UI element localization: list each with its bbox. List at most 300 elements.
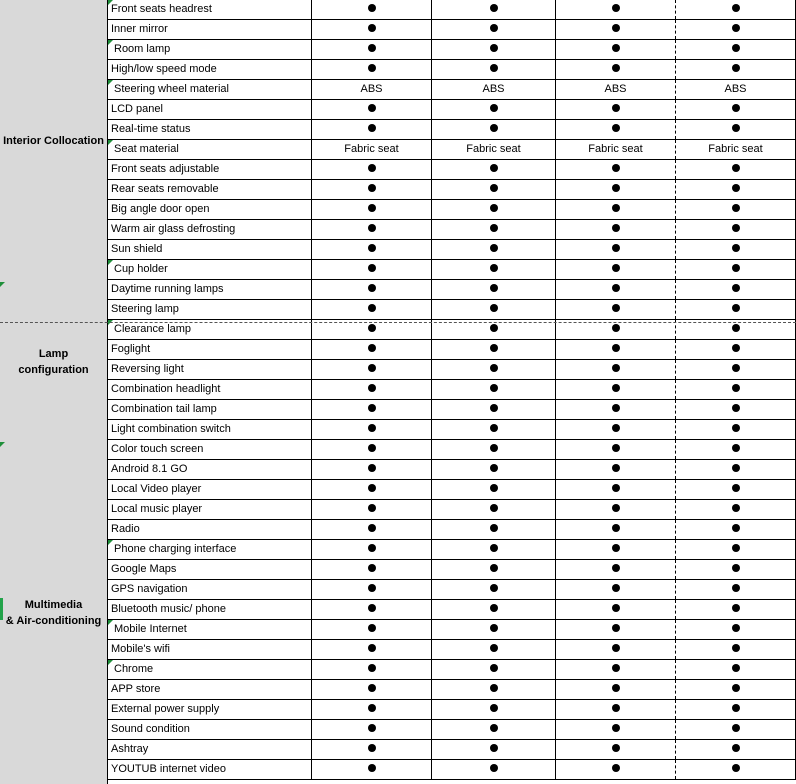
value-cell [556, 200, 676, 219]
value-cell [676, 20, 796, 39]
value-cell [432, 260, 556, 279]
value-cell [312, 0, 432, 19]
value-cell [556, 0, 676, 19]
value-cell [556, 40, 676, 59]
filled-dot-icon [368, 464, 376, 472]
filled-dot-icon [490, 244, 498, 252]
value-cell [432, 140, 556, 159]
filled-dot-icon [732, 224, 740, 232]
value-cell [556, 720, 676, 739]
value-cell [556, 740, 676, 759]
value-cell [432, 720, 556, 739]
filled-dot-icon [612, 124, 620, 132]
value-cell [676, 560, 796, 579]
feature-label: Sound condition [108, 720, 312, 739]
filled-dot-icon [368, 344, 376, 352]
filled-dot-icon [732, 204, 740, 212]
value-cell [432, 100, 556, 119]
filled-dot-icon [732, 644, 740, 652]
value-cell [676, 400, 796, 419]
filled-dot-icon [732, 104, 740, 112]
filled-dot-icon [612, 724, 620, 732]
feature-label: Front seats adjustable [108, 160, 312, 179]
value-cell [432, 560, 556, 579]
feature-label: Reversing light [108, 360, 312, 379]
value-cell [312, 660, 432, 679]
value-cell [432, 500, 556, 519]
table-row [108, 460, 796, 480]
value-cell [556, 180, 676, 199]
value-cell [432, 480, 556, 499]
filled-dot-icon [368, 764, 376, 772]
value-cell [556, 60, 676, 79]
filled-dot-icon [612, 404, 620, 412]
feature-label: Ashtray [108, 740, 312, 759]
value-cell [432, 640, 556, 659]
filled-dot-icon [732, 684, 740, 692]
filled-dot-icon [368, 24, 376, 32]
table-row [108, 700, 796, 720]
value-cell [676, 140, 796, 159]
table-row [108, 660, 796, 680]
filled-dot-icon [612, 284, 620, 292]
value-cell [312, 80, 432, 99]
feature-label: YOUTUB internet video [108, 760, 312, 779]
value-cell [432, 760, 556, 779]
table-row [108, 120, 796, 140]
filled-dot-icon [732, 344, 740, 352]
value-cell [432, 0, 556, 19]
comment-marker-icon [0, 282, 5, 287]
table-row [108, 620, 796, 640]
table-row [108, 140, 796, 160]
value-cell [312, 400, 432, 419]
filled-dot-icon [612, 24, 620, 32]
filled-dot-icon [490, 444, 498, 452]
filled-dot-icon [368, 224, 376, 232]
feature-label: Foglight [108, 340, 312, 359]
table-row [108, 320, 796, 340]
filled-dot-icon [490, 204, 498, 212]
filled-dot-icon [490, 404, 498, 412]
filled-dot-icon [490, 344, 498, 352]
filled-dot-icon [612, 224, 620, 232]
filled-dot-icon [490, 584, 498, 592]
value-cell [312, 200, 432, 219]
feature-label: Steering lamp [108, 300, 312, 319]
filled-dot-icon [490, 24, 498, 32]
value-cell [432, 700, 556, 719]
filled-dot-icon [612, 424, 620, 432]
filled-dot-icon [732, 244, 740, 252]
filled-dot-icon [732, 764, 740, 772]
value-cell [312, 240, 432, 259]
value-text: Fabric seat [344, 143, 399, 155]
value-cell [676, 500, 796, 519]
filled-dot-icon [368, 704, 376, 712]
filled-dot-icon [732, 584, 740, 592]
feature-label: Mobile's wifi [108, 640, 312, 659]
table-row [108, 20, 796, 40]
value-cell [556, 580, 676, 599]
value-cell [312, 640, 432, 659]
value-cell [556, 520, 676, 539]
filled-dot-icon [490, 664, 498, 672]
value-cell [432, 400, 556, 419]
value-cell [676, 160, 796, 179]
feature-label: External power supply [108, 700, 312, 719]
value-cell [676, 700, 796, 719]
value-cell [556, 140, 676, 159]
filled-dot-icon [732, 184, 740, 192]
value-cell [432, 520, 556, 539]
filled-dot-icon [612, 484, 620, 492]
filled-dot-icon [732, 484, 740, 492]
filled-dot-icon [490, 424, 498, 432]
value-text: Fabric seat [708, 143, 763, 155]
filled-dot-icon [490, 524, 498, 532]
feature-label: Seat material [108, 140, 312, 159]
category-label: Lamp configuration [18, 348, 89, 376]
feature-label: APP store [108, 680, 312, 699]
value-cell [312, 560, 432, 579]
value-cell [432, 620, 556, 639]
table-row [108, 480, 796, 500]
filled-dot-icon [368, 744, 376, 752]
value-cell [312, 340, 432, 359]
filled-dot-icon [612, 104, 620, 112]
filled-dot-icon [368, 444, 376, 452]
value-cell [432, 580, 556, 599]
feature-label: Front seats headrest [108, 0, 312, 19]
filled-dot-icon [490, 544, 498, 552]
table-row [108, 740, 796, 760]
feature-label: Local Video player [108, 480, 312, 499]
filled-dot-icon [368, 564, 376, 572]
filled-dot-icon [732, 4, 740, 12]
value-cell [432, 360, 556, 379]
category-multimedia [0, 442, 108, 784]
filled-dot-icon [732, 384, 740, 392]
filled-dot-icon [612, 584, 620, 592]
filled-dot-icon [490, 484, 498, 492]
filled-dot-icon [612, 504, 620, 512]
table-row [108, 400, 796, 420]
filled-dot-icon [612, 324, 620, 332]
value-cell [556, 660, 676, 679]
value-cell [312, 540, 432, 559]
value-cell [556, 160, 676, 179]
value-cell [676, 600, 796, 619]
table-row [108, 760, 796, 780]
table-row [108, 220, 796, 240]
feature-label: Mobile Internet [108, 620, 312, 639]
category-label: Multimedia & Air-conditioning [5, 599, 102, 627]
filled-dot-icon [732, 44, 740, 52]
value-cell [312, 180, 432, 199]
value-cell [556, 700, 676, 719]
value-cell [432, 40, 556, 59]
comment-marker-icon [108, 140, 113, 145]
filled-dot-icon [612, 704, 620, 712]
filled-dot-icon [490, 44, 498, 52]
value-cell [556, 300, 676, 319]
category-lamp-configuration [0, 282, 108, 442]
filled-dot-icon [490, 304, 498, 312]
filled-dot-icon [732, 604, 740, 612]
filled-dot-icon [490, 744, 498, 752]
filled-dot-icon [612, 44, 620, 52]
filled-dot-icon [490, 64, 498, 72]
feature-label: High/low speed mode [108, 60, 312, 79]
filled-dot-icon [612, 624, 620, 632]
value-cell [556, 220, 676, 239]
filled-dot-icon [612, 184, 620, 192]
filled-dot-icon [732, 64, 740, 72]
feature-label: Inner mirror [108, 20, 312, 39]
value-cell [556, 420, 676, 439]
value-cell [312, 420, 432, 439]
filled-dot-icon [732, 124, 740, 132]
value-cell [676, 660, 796, 679]
value-cell [676, 80, 796, 99]
comment-marker-icon [108, 40, 113, 45]
feature-label: Android 8.1 GO [108, 460, 312, 479]
value-cell [432, 20, 556, 39]
value-cell [556, 80, 676, 99]
table-row [108, 680, 796, 700]
category-label: Interior Collocation [3, 135, 104, 147]
filled-dot-icon [490, 564, 498, 572]
filled-dot-icon [612, 644, 620, 652]
value-cell [676, 60, 796, 79]
filled-dot-icon [368, 364, 376, 372]
filled-dot-icon [490, 364, 498, 372]
filled-dot-icon [368, 304, 376, 312]
filled-dot-icon [732, 364, 740, 372]
table-row [108, 420, 796, 440]
value-cell [312, 520, 432, 539]
table-row [108, 100, 796, 120]
value-cell [312, 100, 432, 119]
filled-dot-icon [490, 464, 498, 472]
value-text: ABS [482, 83, 505, 95]
filled-dot-icon [368, 384, 376, 392]
value-cell [556, 100, 676, 119]
filled-dot-icon [368, 404, 376, 412]
value-cell [432, 740, 556, 759]
filled-dot-icon [612, 204, 620, 212]
value-cell [556, 680, 676, 699]
value-cell [556, 440, 676, 459]
table-row [108, 580, 796, 600]
table-row [108, 640, 796, 660]
value-cell [312, 220, 432, 239]
value-cell [432, 160, 556, 179]
filled-dot-icon [612, 304, 620, 312]
feature-label: Cup holder [108, 260, 312, 279]
value-cell [556, 380, 676, 399]
value-text: ABS [604, 83, 627, 95]
filled-dot-icon [490, 724, 498, 732]
value-cell [432, 200, 556, 219]
filled-dot-icon [732, 564, 740, 572]
filled-dot-icon [490, 644, 498, 652]
filled-dot-icon [732, 724, 740, 732]
value-cell [676, 380, 796, 399]
filled-dot-icon [732, 284, 740, 292]
value-cell [556, 360, 676, 379]
filled-dot-icon [612, 744, 620, 752]
dashed-separator [0, 322, 796, 323]
value-cell [556, 460, 676, 479]
value-cell [312, 480, 432, 499]
value-text: ABS [360, 83, 383, 95]
filled-dot-icon [490, 124, 498, 132]
filled-dot-icon [368, 604, 376, 612]
value-cell [556, 120, 676, 139]
table-row [108, 340, 796, 360]
value-cell [676, 180, 796, 199]
feature-label: Sun shield [108, 240, 312, 259]
value-cell [432, 120, 556, 139]
value-cell [556, 620, 676, 639]
filled-dot-icon [368, 104, 376, 112]
filled-dot-icon [490, 164, 498, 172]
filled-dot-icon [368, 284, 376, 292]
value-cell [676, 520, 796, 539]
filled-dot-icon [368, 544, 376, 552]
filled-dot-icon [732, 704, 740, 712]
feature-label: Real-time status [108, 120, 312, 139]
value-cell [556, 280, 676, 299]
feature-label: Combination headlight [108, 380, 312, 399]
value-cell [676, 200, 796, 219]
value-cell [432, 420, 556, 439]
value-cell [312, 20, 432, 39]
feature-label: Daytime running lamps [108, 280, 312, 299]
category-interior-collocation [0, 0, 108, 282]
filled-dot-icon [490, 324, 498, 332]
value-cell [432, 680, 556, 699]
table-row [108, 260, 796, 280]
feature-label: Local music player [108, 500, 312, 519]
feature-label: Rear seats removable [108, 180, 312, 199]
filled-dot-icon [612, 164, 620, 172]
value-cell [432, 380, 556, 399]
value-cell [312, 580, 432, 599]
table-row [108, 180, 796, 200]
table-row [108, 80, 796, 100]
filled-dot-icon [368, 264, 376, 272]
filled-dot-icon [490, 624, 498, 632]
value-cell [312, 260, 432, 279]
filled-dot-icon [368, 504, 376, 512]
value-cell [312, 380, 432, 399]
filled-dot-icon [612, 564, 620, 572]
filled-dot-icon [612, 524, 620, 532]
feature-label: LCD panel [108, 100, 312, 119]
filled-dot-icon [732, 504, 740, 512]
filled-dot-icon [368, 4, 376, 12]
comment-marker-icon [108, 80, 113, 85]
value-cell [312, 740, 432, 759]
feature-label: Clearance lamp [108, 320, 312, 339]
value-cell [676, 340, 796, 359]
table-row [108, 300, 796, 320]
filled-dot-icon [368, 724, 376, 732]
filled-dot-icon [368, 624, 376, 632]
value-cell [676, 580, 796, 599]
value-cell [432, 180, 556, 199]
value-cell [676, 460, 796, 479]
value-cell [676, 280, 796, 299]
value-cell [676, 640, 796, 659]
comment-marker-icon [108, 620, 113, 625]
row-highlight-marker [0, 598, 3, 620]
filled-dot-icon [732, 444, 740, 452]
value-cell [556, 240, 676, 259]
filled-dot-icon [490, 504, 498, 512]
value-cell [312, 40, 432, 59]
value-cell [556, 540, 676, 559]
filled-dot-icon [368, 524, 376, 532]
filled-dot-icon [490, 704, 498, 712]
filled-dot-icon [368, 64, 376, 72]
value-cell [676, 120, 796, 139]
value-cell [432, 540, 556, 559]
value-cell [556, 400, 676, 419]
value-cell [676, 540, 796, 559]
value-cell [676, 260, 796, 279]
filled-dot-icon [612, 364, 620, 372]
value-text: ABS [724, 83, 747, 95]
table-row [108, 440, 796, 460]
filled-dot-icon [732, 424, 740, 432]
filled-dot-icon [368, 424, 376, 432]
value-cell [312, 300, 432, 319]
feature-label: Steering wheel material [108, 80, 312, 99]
value-cell [556, 640, 676, 659]
filled-dot-icon [612, 544, 620, 552]
filled-dot-icon [368, 124, 376, 132]
table-row [108, 520, 796, 540]
value-cell [312, 760, 432, 779]
value-cell [676, 620, 796, 639]
value-text: Fabric seat [588, 143, 643, 155]
feature-label: GPS navigation [108, 580, 312, 599]
table-row [108, 240, 796, 260]
filled-dot-icon [732, 744, 740, 752]
filled-dot-icon [368, 484, 376, 492]
filled-dot-icon [490, 4, 498, 12]
filled-dot-icon [732, 664, 740, 672]
comment-marker-icon [108, 260, 113, 265]
feature-label: Big angle door open [108, 200, 312, 219]
value-cell [676, 240, 796, 259]
value-cell [312, 360, 432, 379]
value-cell [312, 120, 432, 139]
value-cell [312, 600, 432, 619]
filled-dot-icon [368, 204, 376, 212]
value-cell [676, 420, 796, 439]
table-row [108, 720, 796, 740]
value-cell [312, 140, 432, 159]
filled-dot-icon [490, 384, 498, 392]
filled-dot-icon [612, 444, 620, 452]
filled-dot-icon [732, 264, 740, 272]
comment-marker-icon [108, 540, 113, 545]
